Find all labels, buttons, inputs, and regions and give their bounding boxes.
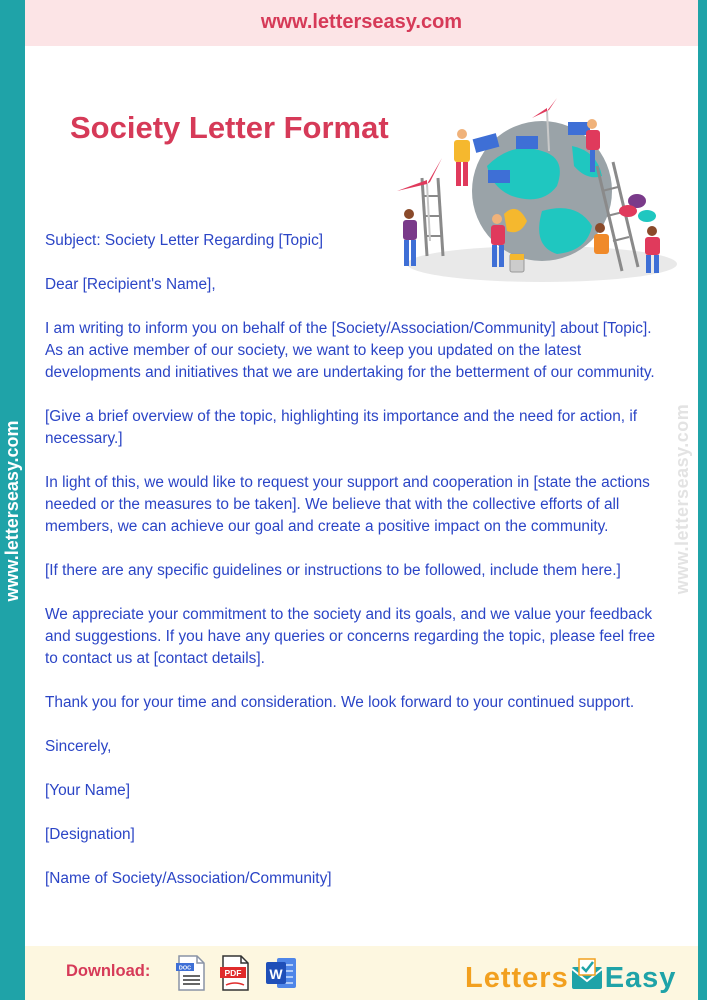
letter-paragraph-1: I am writing to inform you on behalf of the [Society/Association/Community] about [Topic]. As an active member of our society, we want to keep you updated on the latest developments and initiatives that we are undertaking for the betterment of our community. xyxy=(45,320,655,381)
site-header xyxy=(25,0,698,46)
letter-paragraph-4: [If there are any specific guidelines or instructions to be followed, include them here.] xyxy=(45,562,621,579)
pdf-download-icon[interactable] xyxy=(219,955,251,991)
download-label: Download: xyxy=(66,962,151,980)
side-watermark-right: www.letterseasy.com xyxy=(672,403,692,595)
site-url-link[interactable]: www.letterseasy.com xyxy=(260,11,463,33)
signer-designation: [Designation] xyxy=(45,826,135,843)
page-title: Society Letter Format xyxy=(70,110,389,145)
letter-subject: Subject: Society Letter Regarding [Topic] xyxy=(45,232,324,249)
letter-salutation: Dear [Recipient's Name], xyxy=(45,276,216,293)
letter-paragraph-5: We appreciate your commitment to the society and its goals, and we value your feedback and suggestions. If you have any queries or concerns regarding the topic, please feel free to contact us at [contact details]. xyxy=(45,606,656,667)
right-side-band xyxy=(698,0,707,1000)
signer-name: [Your Name] xyxy=(45,782,130,799)
brand-part-1: Letters xyxy=(465,962,569,994)
letter-closing: Sincerely, xyxy=(45,738,112,755)
letter-paragraph-3: In light of this, we would like to request your support and cooperation in [state the actions needed or the measures to be taken]. We believe that with the collective efforts of all members, we can achieve our goal and create a positive impact on the community. xyxy=(45,474,650,535)
organization-name: [Name of Society/Association/Community] xyxy=(45,870,332,887)
doc-icon-label: DOC xyxy=(178,965,192,972)
letter-paragraph-6: Thank you for your time and consideration. We look forward to your continued support. xyxy=(45,694,635,711)
letter-body xyxy=(45,230,670,890)
side-watermark-left: www.letterseasy.com xyxy=(2,420,22,602)
word-icon-label: W xyxy=(269,966,283,982)
letterseasy-logo xyxy=(465,955,676,995)
doc-download-icon[interactable] xyxy=(175,955,207,991)
brand-part-2: Easy xyxy=(604,962,677,994)
envelope-logo-icon xyxy=(570,955,604,991)
download-footer xyxy=(25,946,698,1000)
pdf-icon-label: PDF xyxy=(224,968,242,978)
letter-paragraph-2: [Give a brief overview of the topic, highlighting its importance and the need for action, if necessary.] xyxy=(45,408,638,447)
word-download-icon[interactable] xyxy=(265,955,297,991)
